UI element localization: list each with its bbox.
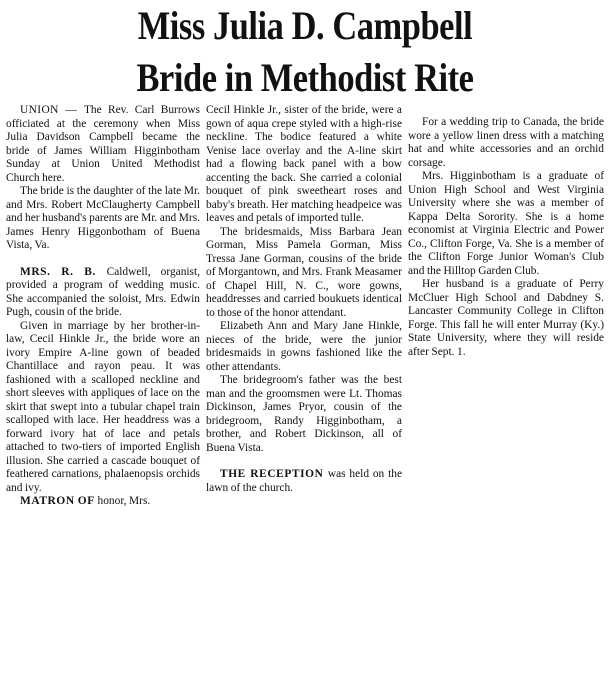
paragraph-text: The bride is the daughter of the late Mr. and Mrs. Robert McClaugherty Campbell and her husband's parents are Mr. and Mrs. James Henry Higgonbotham of Buena Vista, Va. (6, 185, 200, 251)
paragraph-bridesmaids (206, 226, 402, 321)
headline-line-2: Bride in Methodist Rite (136, 55, 474, 100)
column-3 (408, 116, 604, 359)
paragraph-text: Cecil Hinkle Jr., sister of the bride, were a gown of aqua crepe styled with a high-rise neckline. The bodice featured a white Venise lace overlay and the A-line skirt had a flowing back panel with a bow accenting the back. She carried a colonial bouquet of pink sweetheart roses and baby's breath. Her matching headpeice was leaves and petals of imported tulle. (206, 104, 402, 224)
headline-line-1: Miss Julia D. Campbell (137, 3, 473, 48)
paragraph-groomsmen (206, 374, 402, 455)
paragraph-text: The bridesmaids, Miss Barbara Jean Gorman, Miss Pamela Gorman, Miss Tressa Jane Gorman, cousins of the bride of Morgantown, and Mrs. Frank Measamer of Chapel Hill, N. C., wore gowns, headdresses and carried boukuets identical to those of the honor attendant. (206, 225, 402, 319)
column-1 (6, 104, 200, 509)
paragraph-text: Mrs. Higginbotham is a graduate of Union High School and West Virginia University where she was a member of Kappa Delta Sorority. She is a home economist at Virginia Electric and Power Co., Clifton Forge, Va. She is a member of the Clifton Forge Junior Woman's Club and the Hilltop Garden Club. (408, 170, 604, 277)
paragraph-continued (206, 104, 402, 226)
paragraph-matron (6, 495, 200, 509)
dateline: UNION — (20, 104, 84, 116)
paragraph-dateline (6, 104, 200, 185)
paragraph-text: was held on the lawn of the church. (206, 468, 402, 494)
paragraph-organist (6, 266, 200, 320)
paragraph-text: Given in marriage by her brother-in-law, Cecil Hinkle Jr., the bride wore an ivory Empire A-line gown of beaded Chantillace and rayon peau. It was fashioned with a scalloped neckline and short sleeves with appliques of lace on the skirt that swept into a tubular chapel train scalloped with lace. Her headdress was a forward ivory hat of lace and petals attached to two-tiers of imported English illusion. She carried a cascade bouquet of feathered carnations, phalaenopsis orchids and ivy. (6, 319, 200, 494)
column-2 (206, 104, 402, 495)
article-body (6, 104, 606, 678)
paragraph-gown (6, 320, 200, 496)
paragraph-reception (206, 468, 402, 495)
paragraph-junior-bridesmaids (206, 320, 402, 374)
paragraph-text: The Rev. Carl Burrows officiated at the ceremony when Miss Julia Davidson Campbell became the bride of James William Higginbotham Sunday at Union United Methodist Church here. (6, 104, 200, 184)
paragraph-bride-bio (408, 170, 604, 278)
paragraph-text: honor, Mrs. (97, 495, 151, 507)
paragraph-text: For a wedding trip to Canada, the bride wore a yellow linen dress with a matching hat and white accessories and an orchid corsage. (408, 116, 604, 169)
section-lead: MRS. R. B. (20, 265, 107, 278)
paragraph-text: Her husband is a graduate of Perry McCluer High School and Dabdney S. Lancaster Community College in Clifton Forge. This fall he will enter Murray (Ky.) State University, where they will reside after Sept. 1. (408, 278, 604, 358)
paragraph-text: The bridegroom's father was the best man and the groomsmen were Lt. Thomas Dickinson, James Pryor, cousin of the bridegroom, Randy Higginbotham, a brother, and Robert Dickinson, all of Buena Vista. (206, 374, 402, 454)
section-lead: MATRON OF (20, 495, 98, 507)
paragraph-groom-bio (408, 278, 604, 359)
paragraph-text: Caldwell, organist, provided a program of wedding music. She accompanied the soloist, Mrs. Edwin Pugh, cousin of the bride. (6, 265, 201, 318)
paragraph-text: Elizabeth Ann and Mary Jane Hinkle, nieces of the bride, were the junior bridesmaids in gowns fashioned like the other attendants. (206, 320, 402, 373)
paragraph-wedding-trip (408, 116, 604, 170)
section-lead: THE RECEPTION (220, 468, 328, 480)
paragraph (6, 185, 200, 253)
